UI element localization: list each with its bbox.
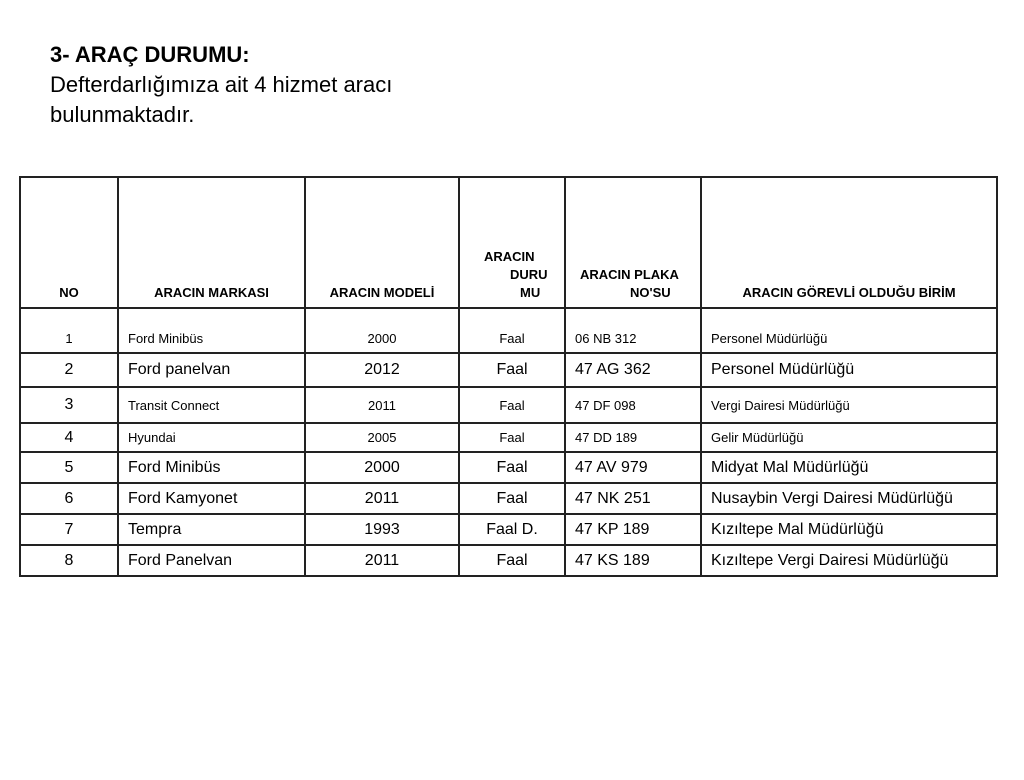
cell-plaka: 47 KS 189 xyxy=(565,545,701,576)
table-row xyxy=(20,423,997,452)
cell-marka: Ford Panelvan xyxy=(118,545,305,576)
cell-no: 1 xyxy=(20,308,118,353)
cell-model: 2011 xyxy=(305,545,459,576)
cell-durum: Faal D. xyxy=(459,514,565,545)
vehicle-table xyxy=(19,176,998,577)
cell-marka: Ford Kamyonet xyxy=(118,483,305,514)
header-marka: ARACIN MARKASI xyxy=(118,177,305,308)
cell-marka: Ford panelvan xyxy=(118,353,305,387)
cell-plaka: 47 DD 189 xyxy=(565,423,701,452)
header-plaka-line-2: NO'SU xyxy=(630,285,671,300)
header-model: ARACIN MODELİ xyxy=(305,177,459,308)
page-heading xyxy=(50,40,570,130)
header-no: NO xyxy=(20,177,118,308)
cell-birim: Personel Müdürlüğü xyxy=(701,308,997,353)
table-row xyxy=(20,387,997,423)
cell-marka: Hyundai xyxy=(118,423,305,452)
description-line-2: bulunmaktadır. xyxy=(50,102,195,127)
table-row xyxy=(20,308,997,353)
cell-marka: Ford Minibüs xyxy=(118,452,305,483)
header-durum-line-2: DURU xyxy=(510,267,548,282)
cell-birim: Kızıltepe Vergi Dairesi Müdürlüğü xyxy=(701,545,997,576)
cell-plaka: 47 DF 098 xyxy=(565,387,701,423)
cell-plaka: 47 NK 251 xyxy=(565,483,701,514)
table-header-row xyxy=(20,177,997,308)
cell-birim: Midyat Mal Müdürlüğü xyxy=(701,452,997,483)
cell-durum: Faal xyxy=(459,353,565,387)
table-row xyxy=(20,452,997,483)
cell-birim: Kızıltepe Mal Müdürlüğü xyxy=(701,514,997,545)
cell-model: 2011 xyxy=(305,387,459,423)
cell-birim: Vergi Dairesi Müdürlüğü xyxy=(701,387,997,423)
header-durum xyxy=(459,177,565,308)
cell-plaka: 47 AG 362 xyxy=(565,353,701,387)
cell-durum: Faal xyxy=(459,545,565,576)
header-plaka-line-1: ARACIN PLAKA xyxy=(580,267,679,282)
cell-durum: Faal xyxy=(459,423,565,452)
cell-birim: Gelir Müdürlüğü xyxy=(701,423,997,452)
cell-model: 1993 xyxy=(305,514,459,545)
header-durum-line-1: ARACIN xyxy=(484,249,535,264)
cell-model: 2000 xyxy=(305,308,459,353)
cell-no: 5 xyxy=(20,452,118,483)
cell-marka: Transit Connect xyxy=(118,387,305,423)
cell-no: 4 xyxy=(20,423,118,452)
header-durum-line-3: MU xyxy=(520,285,541,300)
cell-marka: Tempra xyxy=(118,514,305,545)
cell-birim: Nusaybin Vergi Dairesi Müdürlüğü xyxy=(701,483,997,514)
table-row xyxy=(20,514,997,545)
cell-model: 2011 xyxy=(305,483,459,514)
cell-no: 3 xyxy=(20,387,118,423)
cell-durum: Faal xyxy=(459,308,565,353)
section-title: 3- ARAÇ DURUMU: xyxy=(50,42,250,67)
cell-model: 2000 xyxy=(305,452,459,483)
cell-marka: Ford Minibüs xyxy=(118,308,305,353)
header-birim: ARACIN GÖREVLİ OLDUĞU BİRİM xyxy=(701,177,997,308)
header-plaka xyxy=(565,177,701,308)
cell-plaka: 06 NB 312 xyxy=(565,308,701,353)
cell-plaka: 47 AV 979 xyxy=(565,452,701,483)
description-line-1: Defterdarlığımıza ait 4 hizmet aracı xyxy=(50,72,393,97)
cell-plaka: 47 KP 189 xyxy=(565,514,701,545)
cell-model: 2012 xyxy=(305,353,459,387)
cell-no: 2 xyxy=(20,353,118,387)
cell-durum: Faal xyxy=(459,483,565,514)
cell-durum: Faal xyxy=(459,387,565,423)
cell-birim: Personel Müdürlüğü xyxy=(701,353,997,387)
cell-durum: Faal xyxy=(459,452,565,483)
cell-model: 2005 xyxy=(305,423,459,452)
table-row xyxy=(20,483,997,514)
cell-no: 7 xyxy=(20,514,118,545)
table-row xyxy=(20,353,997,387)
table-row xyxy=(20,545,997,576)
cell-no: 6 xyxy=(20,483,118,514)
cell-no: 8 xyxy=(20,545,118,576)
